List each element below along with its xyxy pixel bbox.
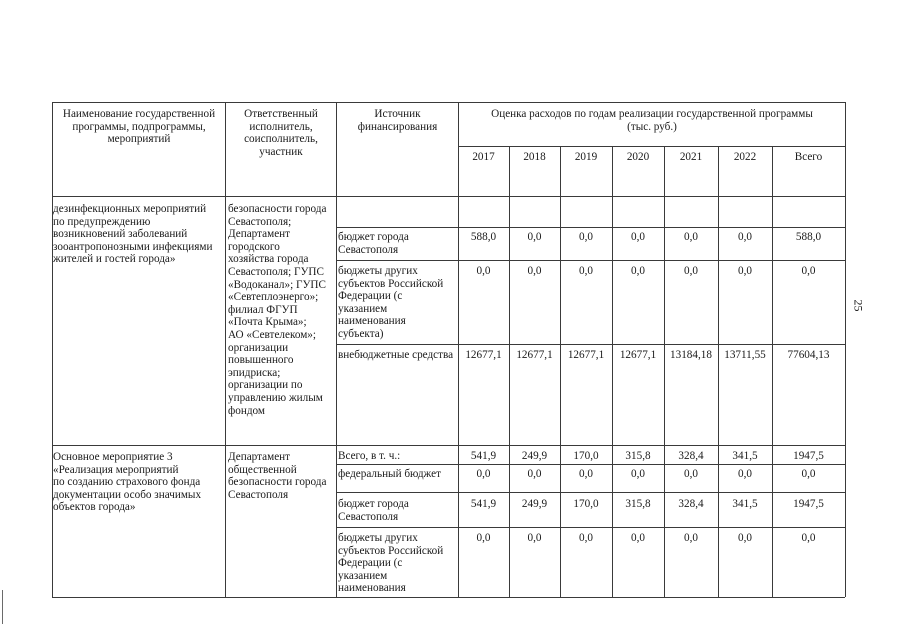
block2-value-cell: 0,0: [527, 532, 542, 544]
block1-value-cell: 0,0: [631, 231, 645, 243]
header-year-cell: 2018: [523, 151, 546, 163]
block2-source-cell: федеральный бюджет: [338, 468, 441, 480]
block2-value-cell: 0,0: [631, 532, 645, 544]
block1-value-cell: 0,0: [631, 265, 645, 277]
block2-value-cell: 0,0: [738, 532, 752, 544]
block1-source-cell: бюджет города Севастополя: [338, 231, 409, 256]
row-divider: [336, 464, 845, 465]
block2-value-cell: 0,0: [801, 532, 816, 544]
row-divider: [336, 344, 845, 345]
row-divider: [336, 527, 845, 528]
row-divider: [336, 492, 845, 493]
block1-value-cell: 0,0: [684, 265, 698, 277]
block2-value-cell: 0,0: [527, 468, 542, 480]
block2-value-cell: 315,8: [625, 450, 651, 462]
block2-value-cell: 0,0: [738, 468, 752, 480]
row-divider: [336, 260, 845, 261]
block1-value-cell: 0,0: [527, 231, 542, 243]
block1-value-cell: 0,0: [684, 231, 698, 243]
col-divider-year: [560, 146, 561, 597]
block2-value-cell: 541,9: [470, 498, 497, 510]
block1-value-cell: 0,0: [801, 265, 816, 277]
block2-value-cell: 1947,5: [793, 498, 824, 510]
header-bottom-border: [52, 196, 845, 197]
block2-value-cell: 0,0: [631, 468, 645, 480]
block2-value-cell: 328,4: [678, 498, 704, 510]
block2-value-cell: 0,0: [579, 532, 593, 544]
block2-source-cell: бюджеты других субъектов Российской Федерации (с указанием наименования: [338, 532, 444, 595]
block2-responsible: Департамент общественной безопасности города Севастополя: [228, 451, 327, 501]
block2-value-cell: 328,4: [678, 450, 704, 462]
block1-value-cell: 12677,1: [516, 349, 553, 361]
block2-value-cell: 0,0: [684, 468, 698, 480]
block2-value-cell: 315,8: [625, 498, 651, 510]
block2-value-cell: 0,0: [476, 468, 491, 480]
block1-value-cell: 12677,1: [619, 349, 657, 361]
block1-value-cell: 0,0: [738, 265, 752, 277]
header-year-cell: 2021: [679, 151, 703, 163]
block1-value-cell: 77604,13: [787, 349, 830, 361]
row-divider: [336, 227, 845, 228]
table-bottom-border: [52, 597, 845, 598]
block2-value-cell: 249,9: [521, 498, 548, 510]
block1-value-cell: 0,0: [579, 265, 593, 277]
col-divider-year: [772, 146, 773, 597]
block2-source-cell: бюджет города Севастополя: [338, 498, 409, 523]
col-divider-year: [612, 146, 613, 597]
header-col-estimate: Оценка расходов по годам реализации государственной программы (тыс. руб.): [491, 108, 813, 133]
block1-responsible: безопасности города Севастополя; Департамент городского хозяйства города Севастополя; ГУПС «Водоканал»; ГУПС «Севтеплоэнерго»; филиал ФГУП «Почта Крыма»; АО «Севтелеком»; организации повышенного эпидриска; организации по управлению жилым фондом: [228, 203, 327, 417]
block2-value-cell: 0,0: [801, 468, 816, 480]
block1-name: дезинфекционных мероприятий по предупреждению возникновений заболеваний зооантропонозными инфекциями жителей и гостей города»: [53, 203, 213, 266]
block2-value-cell: 341,5: [732, 450, 758, 462]
table-right-border: [845, 102, 846, 597]
block1-value-cell: 588,0: [470, 231, 497, 243]
block2-value-cell: 0,0: [684, 532, 698, 544]
block2-source-cell: Всего, в т. ч.:: [338, 450, 401, 462]
block1-value-cell: 13184,18: [670, 349, 712, 361]
block1-value-cell: 13711,55: [724, 349, 766, 361]
block1-value-cell: 0,0: [738, 231, 752, 243]
col-divider-year: [718, 146, 719, 597]
header-col-name: Наименование государственной программы, подпрограммы, мероприятий: [62, 108, 216, 146]
header-col-responsible: Ответственный исполнитель, соисполнитель, участник: [244, 108, 318, 158]
col-divider-year: [509, 146, 510, 597]
block1-value-cell: 12677,1: [567, 349, 605, 361]
block2-name: Основное мероприятие 3 «Реализация мероприятий по созданию страхового фонда документации особо значимых объектов города»: [53, 451, 202, 514]
col-divider-responsible: [336, 102, 337, 597]
header-year-cell: 2022: [733, 151, 757, 163]
header-year-cell: 2017: [472, 151, 495, 163]
block2-value-cell: 170,0: [573, 498, 599, 510]
block2-value-cell: 341,5: [732, 498, 758, 510]
block2-value-cell: 249,9: [521, 450, 548, 462]
block1-value-cell: 0,0: [527, 265, 542, 277]
block1-value-cell: 588,0: [795, 231, 822, 243]
block1-source-cell: внебюджетные средства: [338, 349, 454, 361]
header-year-cell: 2019: [574, 151, 598, 163]
col-divider-name: [225, 102, 226, 597]
header-years-divider: [458, 146, 845, 147]
block2-value-cell: 0,0: [476, 532, 491, 544]
block2-value-cell: 170,0: [573, 450, 599, 462]
header-year-cell: Всего: [794, 151, 823, 163]
table-top-border: [52, 102, 845, 103]
block2-value-cell: 1947,5: [793, 450, 824, 462]
col-divider-year: [664, 146, 665, 597]
block2-value-cell: 541,9: [470, 450, 497, 462]
block-divider: [52, 445, 845, 446]
block1-value-cell: 0,0: [476, 265, 491, 277]
block2-value-cell: 0,0: [579, 468, 593, 480]
block1-value-cell: 12677,1: [465, 349, 502, 361]
header-col-source: Источник финансирования: [357, 108, 438, 133]
block1-value-cell: 0,0: [579, 231, 593, 243]
header-year-cell: 2020: [626, 151, 650, 163]
page-number: 25: [851, 299, 866, 312]
scan-edge-mark: [2, 590, 3, 624]
block1-source-cell: бюджеты других субъектов Российской Федерации (с указанием наименования субъекта): [338, 265, 444, 340]
